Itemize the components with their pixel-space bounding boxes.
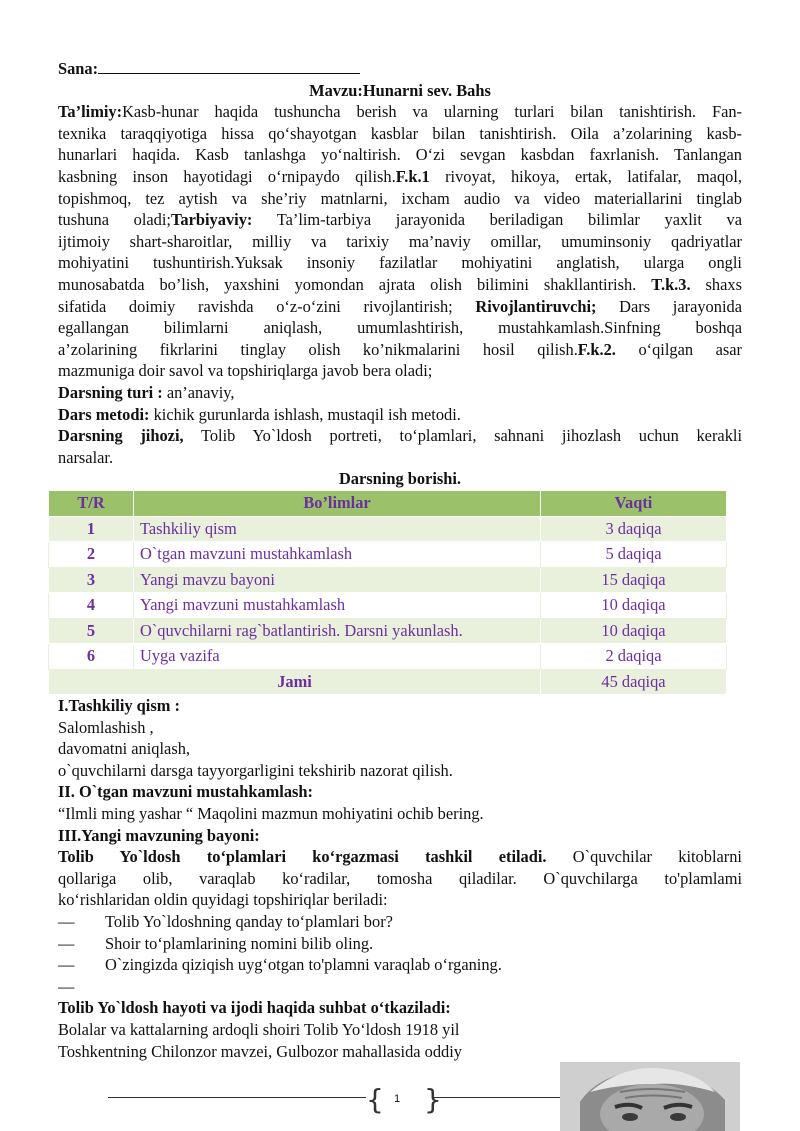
task-text: O`zingizda qiziqish uyg‘otgan to'plamni varaqlab o‘rganing. — [105, 955, 502, 975]
lesson-equipment — [58, 425, 742, 447]
intro-line-3 — [58, 144, 742, 166]
intro-text: munosabatda bo’lish, yaxshini yomondan ajrata olish bilimini shakllantirish. — [58, 274, 652, 294]
section-1-line: davomatni aniqlash, — [58, 739, 191, 759]
row-number: 2 — [49, 542, 134, 568]
date-label: Sana: — [58, 59, 99, 78]
footer-brace-left: { — [366, 1083, 384, 1116]
table-row — [49, 516, 727, 542]
lesson-equipment-label: Darsning jihozi, — [58, 426, 184, 446]
lesson-progress-title-text: Darsning borishi. — [338, 469, 462, 489]
total-value: 45 daqiqa — [541, 669, 727, 695]
suhbat-title-text: Tolib Yo`ldosh hayoti va ijodi haqida suhbat o‘tkaziladi: — [58, 998, 451, 1018]
table-row — [49, 567, 727, 593]
task-text: Shoir to‘plamlarining nomini bilib oling. — [105, 933, 374, 953]
section-1-title-text: I.Tashkiliy qism : — [58, 696, 180, 715]
lesson-plan-table — [48, 490, 727, 695]
intro-text: texnika taraqqiyotiga hissa qo‘shayotgan kasblar bilan tanishtirish. Oila a’zolarining kasb- — [58, 123, 742, 143]
intro-line-12 — [58, 339, 742, 361]
lesson-method-label: Dars metodi: — [58, 404, 150, 424]
intro-line-2 — [58, 123, 742, 145]
intro-text: rivoyat, hikoya, ertak, latifalar, maqol, — [429, 166, 742, 186]
lesson-equipment-value: Tolib Yo`ldosh portreti, to‘plamlari, sahnani jihozlash uchun kerakli — [183, 426, 742, 446]
section-1-line: Salomlashish , — [58, 717, 154, 737]
intro-text: a’zolarining fikrlarini tinglay olish ko’nikmalarini hosil qilish. — [58, 339, 578, 359]
task-item-empty — [58, 976, 742, 998]
row-section: Uyga vazifa — [134, 644, 541, 670]
row-section: Yangi mavzuni mustahkamlash — [134, 593, 541, 619]
page-number: 1 — [394, 1093, 401, 1105]
row-number: 3 — [49, 567, 134, 593]
section-3-text: O`quvchilar kitoblarni — [546, 847, 742, 867]
topic-text: Mavzu:Hunarni sev. Bahs — [309, 80, 491, 100]
table-row — [49, 593, 727, 619]
task-text: Tolib Yo`ldoshning qanday to‘plamlari bor? — [105, 911, 393, 931]
date-line — [58, 58, 742, 80]
fk1-label: F.k.1 — [395, 166, 430, 186]
section-1-title — [58, 695, 742, 717]
lesson-equipment-cont: narsalar. — [58, 447, 114, 467]
intro-text: kasbning inson hayotidagi o‘rnipaydo qilish. — [58, 166, 396, 186]
tarbiyaviy-label: Tarbiyaviy: — [170, 210, 253, 230]
row-number: 4 — [49, 593, 134, 619]
lesson-method — [58, 404, 742, 426]
task-item — [58, 954, 742, 976]
task-item — [58, 911, 742, 933]
intro-text: Dars jarayonida — [596, 296, 742, 316]
intro-text: shaxs — [690, 274, 742, 294]
dash-bullet: — — [58, 933, 75, 953]
document-body-lower — [58, 695, 742, 1062]
row-section: O`quvchilarni rag`batlantirish. Darsni yakunlash. — [134, 618, 541, 644]
row-section: O`tgan mavzuni mustahkamlash — [134, 542, 541, 568]
total-label: Jami — [49, 669, 541, 695]
section-3-title — [58, 825, 742, 847]
intro-text: hunarlari haqida. Kasb tanlashga yo‘naltirish. O‘zi sevgan kasbdan faxrlanish. Tanlangan — [58, 145, 742, 165]
lesson-type-value: an’anaviy, — [162, 382, 235, 402]
row-time: 5 daqiqa — [541, 542, 727, 568]
footer-rule-left — [108, 1097, 366, 1098]
lesson-method-value: kichik gurunlarda ishlash, mustaqil ish metodi. — [149, 404, 461, 424]
table-total-row — [49, 669, 727, 695]
section-1-line: o`quvchilarni darsga tayyorgarligini tekshirib nazorat qilish. — [58, 760, 453, 780]
row-time: 2 daqiqa — [541, 644, 727, 670]
lesson-progress-title — [58, 468, 742, 490]
table-header-cell: Bo’limlar — [134, 491, 541, 517]
intro-line-6 — [58, 209, 742, 231]
table-row — [49, 618, 727, 644]
rivojlantiruvchi-label: Rivojlantiruvchi; — [475, 296, 597, 316]
table-header-row — [49, 491, 727, 517]
section-2-title — [58, 781, 742, 803]
intro-text: o‘qilgan asar — [615, 339, 742, 359]
lesson-type — [58, 382, 742, 404]
fk2-label: F.k.2. — [577, 339, 616, 359]
table-header-cell: T/R — [49, 491, 134, 517]
portrait-image — [560, 1062, 740, 1131]
table-row — [49, 542, 727, 568]
intro-line-8: mohiyatini tushuntirish.Yuksak insoniy fazilatlar mohiyatini anglatish, ularga ongli — [58, 253, 742, 273]
dash-bullet: — — [58, 955, 75, 975]
intro-line-9 — [58, 274, 742, 296]
intro-line-13: mazmuniga doir savol va topshiriqlarga javob bera oladi; — [58, 361, 433, 381]
row-time: 10 daqiqa — [541, 593, 727, 619]
intro-text: Kasb-hunar haqida tushuncha berish va ularning turlari bilan tanishtirish. Fan- — [122, 102, 742, 122]
row-time: 15 daqiqa — [541, 567, 727, 593]
intro-text: Ta’lim-tarbiya jarayonida beriladigan bilimlar yaxlit va — [252, 210, 742, 230]
task-item — [58, 933, 742, 955]
suhbat-title — [58, 997, 742, 1019]
intro-text: sifatida doimiy ravishda o‘z-o‘zini rivojlantirish; — [58, 296, 476, 316]
row-number: 5 — [49, 618, 134, 644]
intro-line-1 — [58, 101, 742, 123]
row-number: 1 — [49, 516, 134, 542]
date-blank — [98, 58, 360, 74]
intro-text: tushuna oladi; — [58, 210, 171, 230]
talimiy-label: Ta’limiy: — [58, 102, 123, 122]
document-body — [58, 58, 742, 490]
footer-brace-right: } — [424, 1083, 442, 1116]
intro-line-11: egallangan bilimlarni aniqlash, umumlashtirish, mustahkamlash.Sinfning boshqa — [58, 318, 742, 338]
tk3-label: T.k.3. — [651, 274, 691, 294]
exhibition-text: Tolib Yo`ldosh to‘plamlari ko‘rgazmasi tashkil etiladi. — [58, 847, 547, 867]
section-2-title-text: II. O`tgan mavzuni mustahkamlash: — [58, 782, 314, 802]
footer-rule-right — [432, 1097, 570, 1098]
section-3-line — [58, 846, 742, 868]
bio-line: Toshkentning Chilonzor mavzei, Gulbozor mahallasida oddiy — [58, 1041, 462, 1061]
dash-bullet: — — [58, 911, 75, 931]
intro-line-7: ijtimoiy shart-sharoitlar, milliy va tarixiy ma’naviy omillar, umuminsoniy qadriyatlar — [58, 231, 742, 251]
dash-bullet: — — [58, 976, 75, 996]
row-section: Tashkiliy qism — [134, 516, 541, 542]
row-time: 10 daqiqa — [541, 618, 727, 644]
section-3-line: ko‘rishlaridan oldin quyidagi topshiriqlar beriladi: — [58, 890, 388, 910]
bio-line: Bolalar va kattalarning ardoqli shoiri Tolib Yo‘ldosh 1918 yil — [58, 1019, 460, 1039]
portrait-photo — [560, 1062, 740, 1131]
lesson-type-label: Darsning turi : — [58, 382, 163, 402]
row-number: 6 — [49, 644, 134, 670]
row-section: Yangi mavzu bayoni — [134, 567, 541, 593]
row-time: 3 daqiqa — [541, 516, 727, 542]
topic-title — [58, 80, 742, 102]
section-2-line: “Ilmli ming yashar “ Maqolini mazmun mohiyatini ochib bering. — [58, 803, 484, 823]
section-3-title-text: III.Yangi mavzuning bayoni: — [58, 825, 260, 845]
intro-line-4 — [58, 166, 742, 188]
intro-line-5: topishmoq, tez aytish va she’riy matnlarni, ixcham audio va video materiallarini tinglab — [58, 188, 742, 208]
intro-line-10 — [58, 296, 742, 318]
table-header-cell: Vaqti — [541, 491, 727, 517]
table-row — [49, 644, 727, 670]
section-3-line: qollariga olib, varaqlab ko‘radilar, tomosha qiladilar. O`quvchilarga to'plamlami — [58, 868, 742, 888]
